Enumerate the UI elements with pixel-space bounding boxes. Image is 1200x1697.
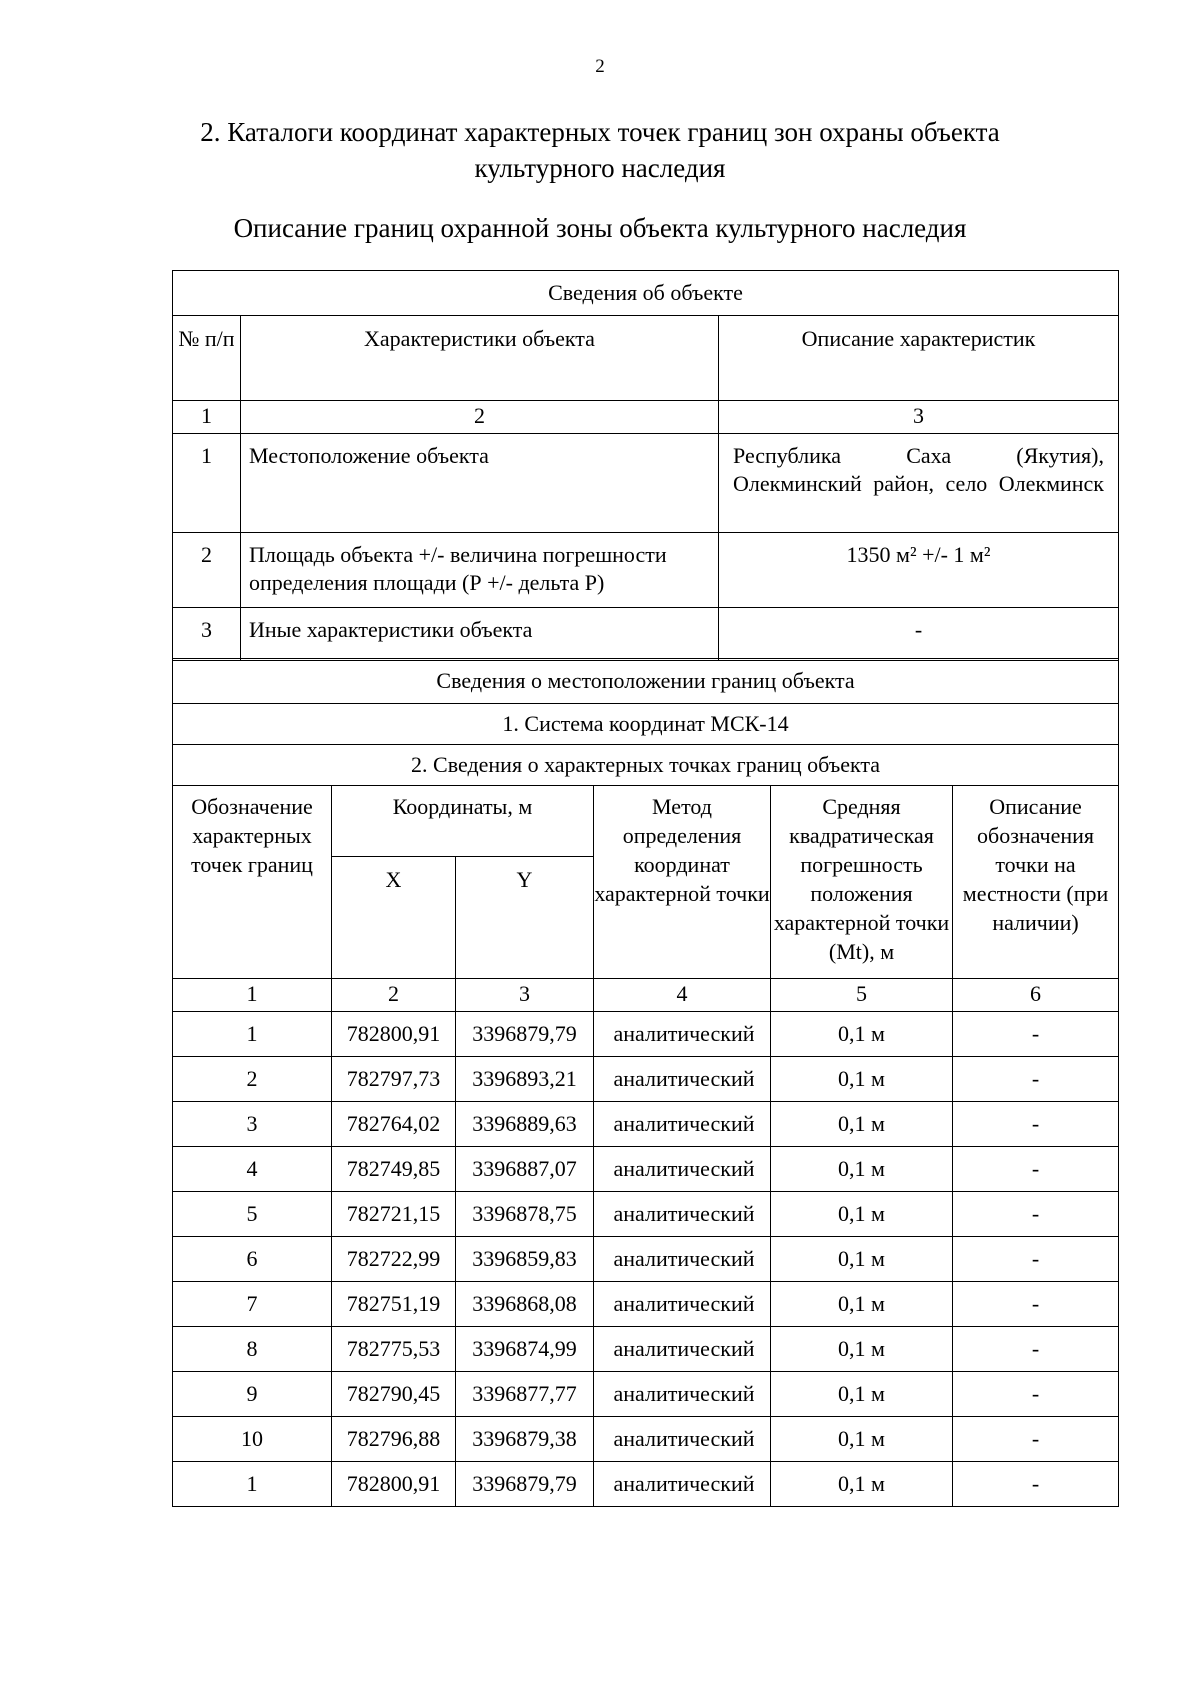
point-description: -	[953, 1282, 1119, 1327]
y-coordinate: 3396874,99	[456, 1327, 594, 1372]
y-coordinate: 3396868,08	[456, 1282, 594, 1327]
object-info-table	[172, 270, 1119, 661]
error-value: 0,1 м	[771, 1372, 953, 1417]
error-value: 0,1 м	[771, 1237, 953, 1282]
table-row	[173, 1147, 1119, 1192]
table-row	[173, 1057, 1119, 1102]
x-coordinate: 782775,53	[332, 1327, 456, 1372]
table-row	[173, 1192, 1119, 1237]
y-coordinate: 3396889,63	[456, 1102, 594, 1147]
method: аналитический	[594, 1102, 771, 1147]
header-num: № п/п	[173, 316, 241, 401]
error-value: 0,1 м	[771, 1057, 953, 1102]
column-number: 3	[456, 979, 594, 1012]
y-coordinate: 3396878,75	[456, 1192, 594, 1237]
row-characteristic: Местоположение объекта	[241, 434, 719, 533]
point-label: 3	[173, 1102, 332, 1147]
point-description: -	[953, 1147, 1119, 1192]
point-label: 10	[173, 1417, 332, 1462]
table-row	[173, 1372, 1119, 1417]
points-caption: 2. Сведения о характерных точках границ объекта	[173, 745, 1119, 786]
point-description: -	[953, 1237, 1119, 1282]
error-value: 0,1 м	[771, 1462, 953, 1507]
y-coordinate: 3396893,21	[456, 1057, 594, 1102]
error-value: 0,1 м	[771, 1282, 953, 1327]
table-row	[173, 1417, 1119, 1462]
table-row	[173, 1282, 1119, 1327]
column-number: 4	[594, 979, 771, 1012]
method: аналитический	[594, 1237, 771, 1282]
header-description: Описание обозначения точки на местности (при наличии)	[953, 786, 1119, 979]
page-number: 2	[595, 56, 605, 77]
y-coordinate: 3396859,83	[456, 1237, 594, 1282]
x-coordinate: 782722,99	[332, 1237, 456, 1282]
y-coordinate: 3396887,07	[456, 1147, 594, 1192]
x-coordinate: 782800,91	[332, 1462, 456, 1507]
point-description: -	[953, 1327, 1119, 1372]
header-characteristic: Характеристики объекта	[241, 316, 719, 401]
method: аналитический	[594, 1147, 771, 1192]
error-value: 0,1 м	[771, 1327, 953, 1372]
table-row	[173, 1462, 1119, 1507]
section-title: 2. Каталоги координат характерных точек границ зон охраны объекта культурного наследия	[200, 117, 1000, 183]
object-info-caption: Сведения об объекте	[173, 271, 1119, 316]
table-row	[173, 1237, 1119, 1282]
error-value: 0,1 м	[771, 1102, 953, 1147]
point-description: -	[953, 1417, 1119, 1462]
table-row	[173, 434, 1119, 533]
method: аналитический	[594, 1327, 771, 1372]
row-description: -	[719, 608, 1119, 661]
point-label: 1	[173, 1012, 332, 1057]
table-row	[173, 1327, 1119, 1372]
x-coordinate: 782790,45	[332, 1372, 456, 1417]
point-label: 4	[173, 1147, 332, 1192]
method: аналитический	[594, 1462, 771, 1507]
header-error: Средняя квадратическая погрешность положения характерной точки (Mt), м	[771, 786, 953, 979]
error-value: 0,1 м	[771, 1147, 953, 1192]
x-coordinate: 782721,15	[332, 1192, 456, 1237]
x-coordinate: 782749,85	[332, 1147, 456, 1192]
point-description: -	[953, 1372, 1119, 1417]
method: аналитический	[594, 1192, 771, 1237]
x-coordinate: 782800,91	[332, 1012, 456, 1057]
method: аналитический	[594, 1057, 771, 1102]
x-coordinate: 782764,02	[332, 1102, 456, 1147]
column-number: 1	[173, 979, 332, 1012]
table-row	[173, 1012, 1119, 1057]
subtitle: Описание границ охранной зоны объекта культурного наследия	[233, 213, 967, 243]
point-label: 9	[173, 1372, 332, 1417]
point-label: 8	[173, 1327, 332, 1372]
point-description: -	[953, 1012, 1119, 1057]
y-coordinate: 3396879,79	[456, 1462, 594, 1507]
x-coordinate: 782796,88	[332, 1417, 456, 1462]
method: аналитический	[594, 1012, 771, 1057]
method: аналитический	[594, 1282, 771, 1327]
row-num: 2	[173, 533, 241, 608]
row-num: 3	[173, 608, 241, 661]
table-row	[173, 533, 1119, 608]
row-characteristic: Иные характеристики объекта	[241, 608, 719, 661]
table-row	[173, 1102, 1119, 1147]
header-y: Y	[456, 857, 594, 979]
y-coordinate: 3396879,79	[456, 1012, 594, 1057]
column-number: 5	[771, 979, 953, 1012]
point-label: 2	[173, 1057, 332, 1102]
method: аналитический	[594, 1417, 771, 1462]
column-number: 3	[719, 401, 1119, 434]
point-description: -	[953, 1462, 1119, 1507]
coordinate-system: 1. Система координат МСК-14	[173, 704, 1119, 745]
method: аналитический	[594, 1372, 771, 1417]
x-coordinate: 782751,19	[332, 1282, 456, 1327]
error-value: 0,1 м	[771, 1417, 953, 1462]
y-coordinate: 3396879,38	[456, 1417, 594, 1462]
header-x: X	[332, 857, 456, 979]
column-number: 2	[241, 401, 719, 434]
row-description: Республика Саха (Якутия), Олекминский район, село Олекминск	[719, 434, 1119, 533]
column-number: 2	[332, 979, 456, 1012]
column-number: 1	[173, 401, 241, 434]
point-label: 1	[173, 1462, 332, 1507]
header-point: Обозначение характерных точек границ	[173, 786, 332, 979]
row-num: 1	[173, 434, 241, 533]
row-characteristic: Площадь объекта +/- величина погрешности определения площади (Р +/- дельта Р)	[241, 533, 719, 608]
header-coords: Координаты, м	[332, 786, 594, 857]
column-number: 6	[953, 979, 1119, 1012]
point-label: 6	[173, 1237, 332, 1282]
table-row	[173, 608, 1119, 661]
point-description: -	[953, 1192, 1119, 1237]
error-value: 0,1 м	[771, 1192, 953, 1237]
point-label: 5	[173, 1192, 332, 1237]
point-description: -	[953, 1057, 1119, 1102]
header-description: Описание характеристик	[719, 316, 1119, 401]
x-coordinate: 782797,73	[332, 1057, 456, 1102]
boundary-caption: Сведения о местоположении границ объекта	[173, 659, 1119, 704]
error-value: 0,1 м	[771, 1012, 953, 1057]
header-method: Метод определения координат характерной точки	[594, 786, 771, 979]
y-coordinate: 3396877,77	[456, 1372, 594, 1417]
row-description: 1350 м² +/- 1 м²	[719, 533, 1119, 608]
point-label: 7	[173, 1282, 332, 1327]
boundary-points-table	[172, 658, 1119, 1507]
point-description: -	[953, 1102, 1119, 1147]
